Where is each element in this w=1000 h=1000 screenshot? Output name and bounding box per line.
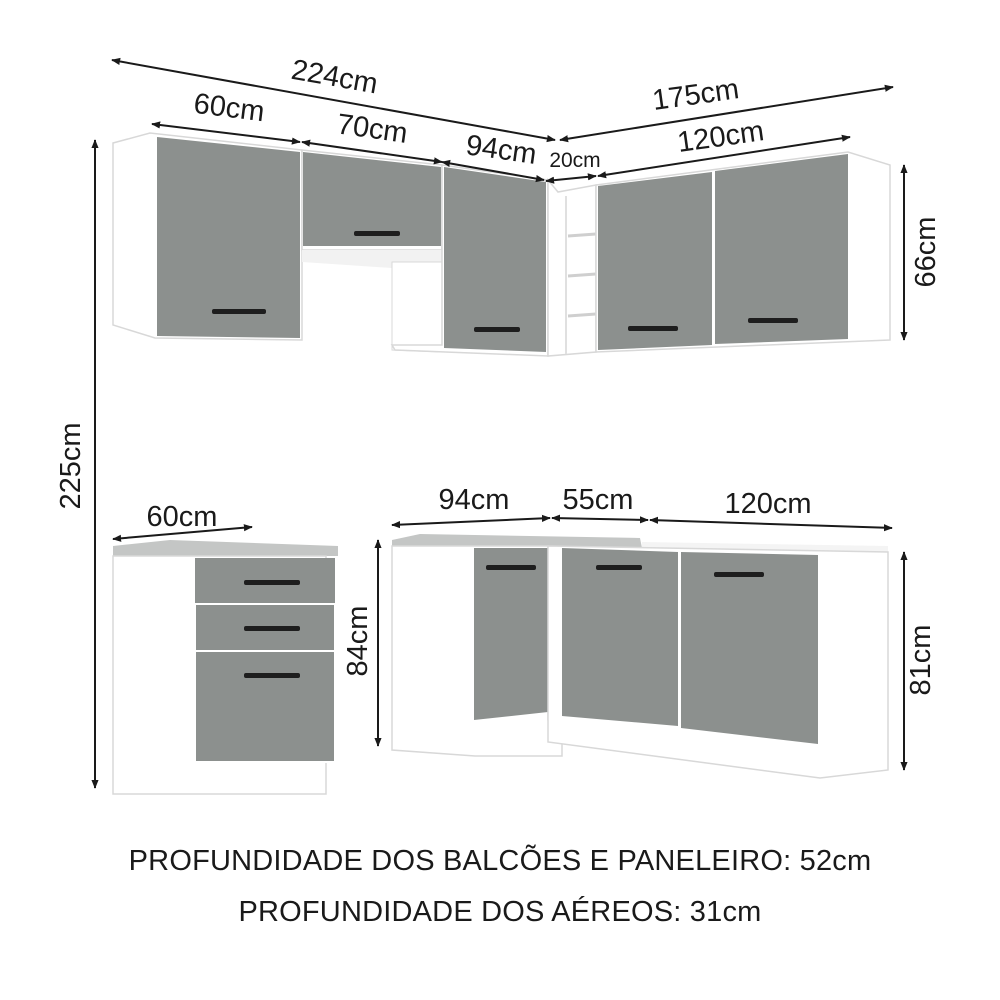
label-upper-60: 60cm xyxy=(191,87,267,129)
handle xyxy=(748,318,798,323)
handle xyxy=(244,626,300,631)
dim-line-base-55 xyxy=(552,518,648,520)
label-224: 224cm xyxy=(288,53,381,101)
handle xyxy=(212,309,266,314)
dim-line-base-120 xyxy=(650,520,892,528)
handle xyxy=(474,327,520,332)
base-corner-door xyxy=(474,548,548,720)
handle xyxy=(628,326,678,331)
upper-cabinet-94-door xyxy=(444,167,546,352)
dim-line-base-94 xyxy=(392,518,550,525)
shelf xyxy=(568,234,596,236)
label-drawer-60: 60cm xyxy=(146,501,218,533)
label-base-94: 94cm xyxy=(438,484,510,516)
label-upper-70: 70cm xyxy=(334,108,410,150)
label-225: 225cm xyxy=(55,422,87,510)
handle xyxy=(714,572,764,577)
depth-note-base: PROFUNDIDADE DOS BALCÕES E PANELEIRO: 52cm xyxy=(128,845,872,877)
handle xyxy=(354,231,400,236)
label-66: 66cm xyxy=(910,216,942,288)
label-upper-94: 94cm xyxy=(463,129,539,171)
handle xyxy=(596,565,642,570)
shelf xyxy=(568,274,596,276)
handle xyxy=(244,580,300,585)
drawer-countertop xyxy=(113,540,338,556)
base-55-door xyxy=(562,548,678,726)
upper-cabinet-70-side xyxy=(392,262,442,352)
handle xyxy=(244,673,300,678)
label-base-120: 120cm xyxy=(724,488,812,520)
upper-cabinets xyxy=(113,133,890,356)
drawer-front-3 xyxy=(195,651,335,762)
dim-line-upper-20 xyxy=(546,176,596,181)
base-cabinets xyxy=(392,534,888,778)
label-upper-120: 120cm xyxy=(675,115,767,159)
label-175: 175cm xyxy=(650,73,742,117)
upper-cabinet-60-door xyxy=(157,137,300,338)
shelf xyxy=(568,314,596,316)
upper-cabinet-120-door-right xyxy=(715,154,848,344)
label-81: 81cm xyxy=(905,624,937,696)
label-upper-20: 20cm xyxy=(549,149,601,172)
upper-open-shelf-20 xyxy=(548,180,596,356)
label-base-55: 55cm xyxy=(562,484,634,516)
base-120-door xyxy=(681,552,818,744)
depth-note-upper: PROFUNDIDADE DOS AÉREOS: 31cm xyxy=(238,896,762,928)
upper-cabinet-120-door-left xyxy=(598,172,712,350)
handle xyxy=(486,565,536,570)
label-84: 84cm xyxy=(342,605,374,677)
drawer-unit xyxy=(113,540,338,794)
